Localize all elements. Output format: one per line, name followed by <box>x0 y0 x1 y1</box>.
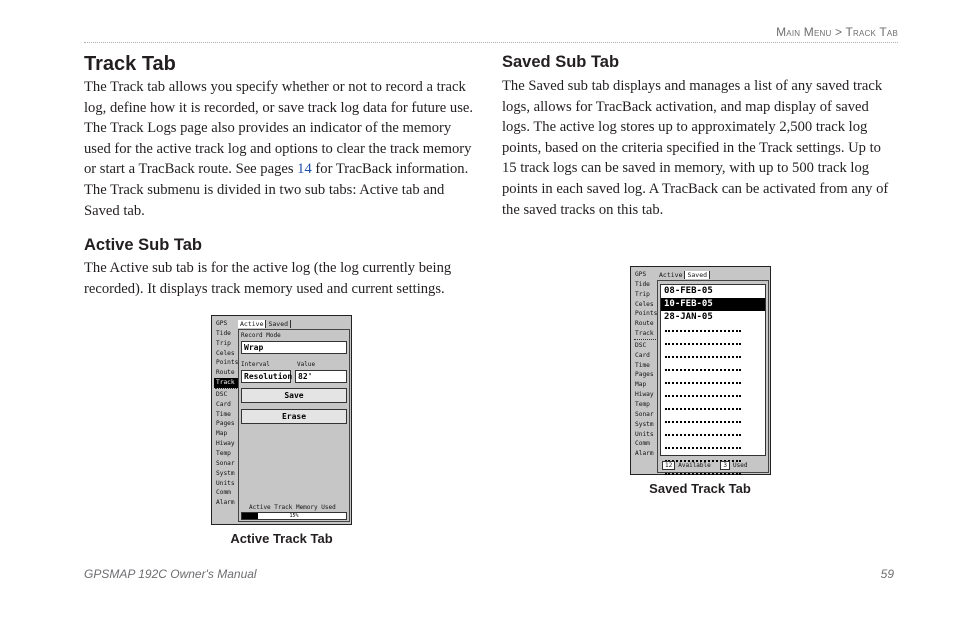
record-mode-field[interactable]: Wrap <box>241 341 347 354</box>
menu-item[interactable]: Celes <box>216 349 235 357</box>
menu-item[interactable]: Trip <box>216 339 231 347</box>
menu-item[interactable]: Sonar <box>635 410 654 418</box>
menu-item[interactable]: Map <box>216 430 228 438</box>
memory-meter <box>241 512 347 520</box>
empty-log-slot[interactable] <box>661 402 765 415</box>
menu-item[interactable]: GPS <box>635 271 647 278</box>
saved-text: The Saved sub tab displays and manages a list of any saved track logs, allows for TracBack activation, and map display of saved logs. The active log stores up to approximately 2,500 track log points, based on the criteria specified in the Track settings. Up to 15 track logs can be saved in memory, with up to 500 track log points in each saved log. A TracBack can be activated from any of the saved tracks on this tab. <box>502 78 889 218</box>
active-subtab-heading: Active Sub Tab <box>84 236 202 254</box>
page-title: Track Tab <box>84 53 176 75</box>
empty-log-slot[interactable] <box>661 415 765 428</box>
footer-manual-title: GPSMAP 192C Owner's Manual <box>84 567 257 581</box>
menu-item[interactable]: Tide <box>216 329 231 337</box>
menu-item[interactable]: Route <box>216 369 235 377</box>
menu-item[interactable]: Pages <box>635 371 654 379</box>
menu-item[interactable]: Trip <box>635 290 650 298</box>
active-subtabs <box>238 320 291 328</box>
menu-item[interactable]: DSC <box>216 390 228 398</box>
saved-paragraph <box>502 76 898 220</box>
memory-percent: 15% <box>289 513 299 519</box>
available-count: 12 <box>662 461 675 470</box>
memory-label: Active Track Memory Used <box>249 504 336 511</box>
empty-log-slot[interactable] <box>661 363 765 376</box>
tab-saved[interactable]: Saved <box>685 271 710 279</box>
active-paragraph <box>84 258 479 299</box>
menu-item[interactable]: Comm <box>216 489 231 497</box>
menu-item[interactable]: Map <box>635 381 647 389</box>
saved-subtabs <box>657 271 710 279</box>
menu-item[interactable]: Points <box>216 359 238 367</box>
menu-item[interactable]: Systm <box>635 420 654 428</box>
menu-item[interactable]: Time <box>216 410 231 418</box>
available-label: Available <box>678 462 711 469</box>
value-field[interactable]: 82' <box>295 370 347 383</box>
saved-log-list[interactable] <box>660 284 766 456</box>
tab-active[interactable]: Active <box>657 271 685 279</box>
menu-item[interactable]: Sonar <box>216 459 235 467</box>
erase-button[interactable]: Erase <box>241 409 347 424</box>
menu-item[interactable]: Celes <box>635 300 654 308</box>
saved-side-menu <box>633 270 657 459</box>
empty-log-slot[interactable] <box>661 376 765 389</box>
menu-item[interactable]: GPS <box>216 320 228 327</box>
menu-item[interactable]: Card <box>635 351 650 359</box>
menu-item[interactable]: Alarm <box>635 450 654 458</box>
value-label: Value <box>297 361 316 368</box>
record-mode-label: Record Mode <box>241 332 281 339</box>
menu-item[interactable]: Units <box>216 479 235 487</box>
saved-caption: Saved Track Tab <box>649 481 751 496</box>
menu-item[interactable]: Systm <box>216 469 235 477</box>
tab-active[interactable]: Active <box>238 320 266 328</box>
header-rule <box>84 42 898 43</box>
menu-item[interactable]: Temp <box>216 449 231 457</box>
empty-log-slot[interactable] <box>661 337 765 350</box>
saved-counts <box>662 461 747 470</box>
saved-panel <box>657 280 769 473</box>
save-button[interactable]: Save <box>241 388 347 403</box>
active-caption: Active Track Tab <box>230 531 333 546</box>
footer-page-number: 59 <box>880 567 894 581</box>
menu-item[interactable]: Comm <box>635 440 650 448</box>
menu-item[interactable]: Hiway <box>635 391 654 399</box>
menu-item[interactable]: Time <box>635 361 650 369</box>
menu-item[interactable]: Card <box>216 400 231 408</box>
page-link[interactable]: 14 <box>297 161 312 178</box>
log-row[interactable]: 08-FEB-05 <box>664 286 713 296</box>
empty-log-slots <box>661 324 765 480</box>
empty-log-slot[interactable] <box>661 441 765 454</box>
interval-label: Interval <box>241 361 270 368</box>
empty-log-slot[interactable] <box>661 428 765 441</box>
menu-item[interactable]: Points <box>635 310 657 318</box>
menu-item[interactable]: DSC <box>635 341 647 349</box>
empty-log-slot[interactable] <box>661 324 765 337</box>
log-row[interactable]: 28-JAN-05 <box>664 312 713 322</box>
active-side-menu <box>214 319 238 508</box>
intro-paragraph <box>84 77 479 221</box>
active-panel <box>238 329 350 522</box>
menu-item[interactable]: Tide <box>635 280 650 288</box>
menu-item[interactable]: Temp <box>635 400 650 408</box>
menu-item-selected[interactable]: Track <box>635 330 654 338</box>
saved-menu-bottom <box>633 341 657 459</box>
menu-item[interactable]: Units <box>635 430 654 438</box>
active-menu-top <box>214 319 238 388</box>
empty-log-slot[interactable] <box>661 389 765 402</box>
used-label: Used <box>733 462 748 469</box>
breadcrumb: Main Menu > Track Tab <box>776 25 898 39</box>
interval-field[interactable]: Resolution <box>241 370 291 383</box>
intro-text-2: for TracBack information. The Track submenu is divided in two sub tabs: Active tab and Saved tab. <box>84 161 469 219</box>
menu-item-selected[interactable]: Track <box>214 378 238 388</box>
menu-item[interactable]: Pages <box>216 420 235 428</box>
active-menu-bottom <box>214 390 238 508</box>
intro-text-1: The Track tab allows you specify whether or not to record a track log, define how it is recorded, or save track log data for future use. The Track Logs page also provides an indicator of the memory used for the active track log and options to clear the track memory or start a TracBack route. See pages <box>84 79 474 178</box>
menu-item[interactable]: Alarm <box>216 499 235 507</box>
used-count: 3 <box>720 461 730 470</box>
saved-subtab-heading: Saved Sub Tab <box>502 53 620 71</box>
active-text: The Active sub tab is for the active log (the log currently being recorded). It displays track memory used and current settings. <box>84 260 452 297</box>
tab-saved[interactable]: Saved <box>266 320 291 328</box>
menu-item[interactable]: Hiway <box>216 440 235 448</box>
log-row-selected[interactable]: 10-FEB-05 <box>661 298 765 311</box>
active-track-screen <box>211 315 352 525</box>
saved-track-screen <box>630 266 771 475</box>
saved-menu-top <box>633 270 657 339</box>
empty-log-slot[interactable] <box>661 350 765 363</box>
menu-item[interactable]: Route <box>635 320 654 328</box>
